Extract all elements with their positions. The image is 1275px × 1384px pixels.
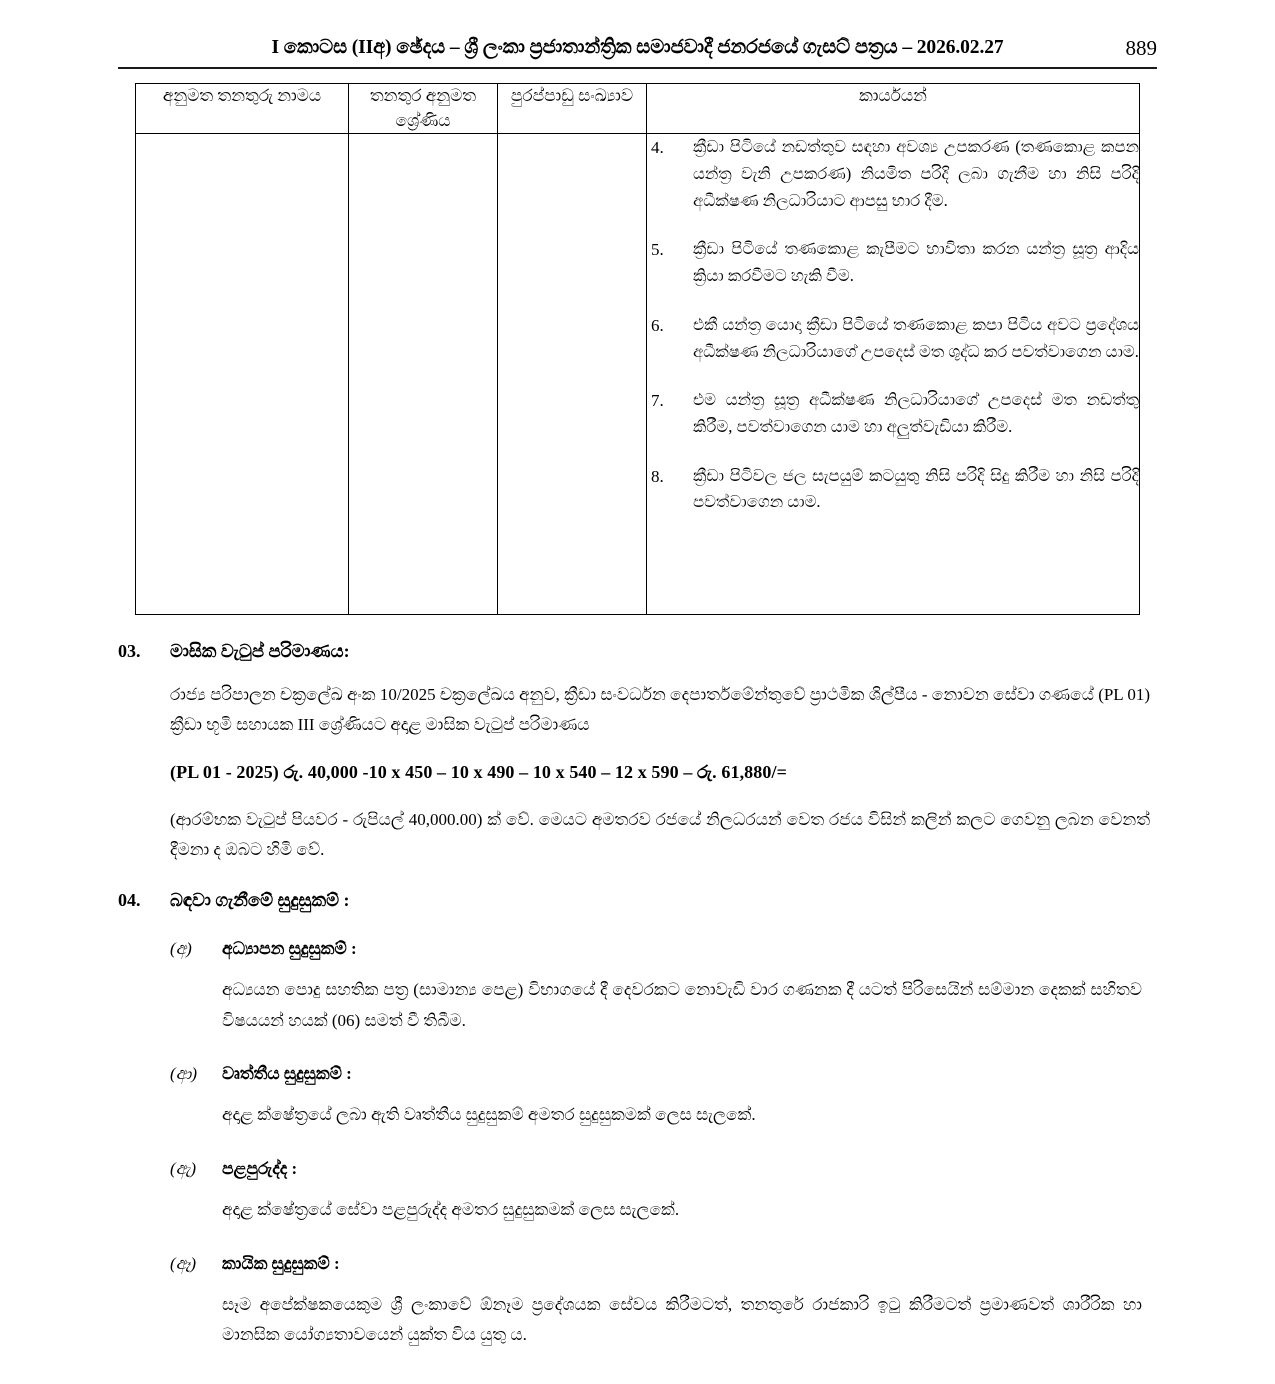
table-row — [136, 134, 1140, 615]
salary-note-paragraph: (ආරම්භක වැටුප් පියවර - රුපියල් 40,000.00) ක් වේ. මෙයට අමතරව රජයේ නිලධරයන් වෙත රජය විසින් කලින් කලට ගෙවනු ලබන වෙනත් දීමනා ද ඔබට හිමි වේ. — [170, 809, 1150, 859]
cell-approved-grade — [349, 134, 498, 615]
duty-number: 4. — [651, 138, 664, 158]
duty-table-body — [136, 134, 1140, 615]
cell-post-name — [136, 134, 349, 615]
subsection-label: පළපුරුද්ද : — [222, 1159, 298, 1179]
column-header-post-name: අනුමත තනතුරු නාමය — [136, 84, 349, 134]
header-divider-wrap — [0, 67, 1275, 69]
duty-number: 8. — [651, 466, 664, 486]
page-number: 889 — [1125, 36, 1157, 60]
subsection-educational-heading — [170, 939, 1157, 959]
subsection-letter: (අ) — [170, 939, 192, 959]
section-qualifications — [0, 890, 1275, 1351]
cell-duties — [647, 134, 1140, 615]
page-header — [0, 0, 1275, 59]
section-04-title: බඳවා ගැනීමේ සුදුසුකම් : — [170, 890, 350, 911]
subsection-experience — [170, 1159, 1157, 1226]
subsection-letter: (ආ) — [170, 1064, 197, 1084]
duty-list-item — [647, 387, 1139, 440]
subsection-physical-heading — [170, 1254, 1157, 1274]
duty-list-item — [647, 236, 1139, 289]
section-03-heading — [118, 641, 1157, 662]
column-header-vacancies: පුරප්පාඩු සංඛ්‍යාව — [498, 84, 647, 134]
duty-table-wrap — [0, 83, 1275, 615]
duty-number: 6. — [651, 315, 664, 335]
duty-text: ක්‍රීඩා පිටිවල ජල සැපයුම් කටයුතු නිසි පරිදි සිදු කිරීම හා නිසි පරිදි පවත්වාගෙන යාම. — [693, 465, 1139, 512]
duty-number: 5. — [651, 240, 664, 260]
duty-text: එකී යන්ත්‍ර යොදා ක්‍රීඩා පිටියේ තණකොළ කපා පිටිය අවට ප්‍රදේශය අධීක්ෂණ නිලධාරියාගේ උපදෙස් මත ශුද්ධ කර පවත්වාගෙන යාම. — [693, 314, 1139, 361]
cell-vacancies — [498, 134, 647, 615]
subsection-professional-heading — [170, 1064, 1157, 1084]
salary-scale-line: (PL 01 - 2025) රු. 40,000 -10 x 450 – 10 x 490 – 10 x 540 – 12 x 590 – රු. 61,880/= — [170, 761, 787, 782]
duty-number: 7. — [651, 391, 664, 411]
subsection-physical — [170, 1254, 1157, 1351]
subsection-experience-heading — [170, 1159, 1157, 1179]
section-03-paragraph: රාජ්‍ය පරිපාලන චක්‍රලේඛ අංක 10/2025 චක්‍රලේඛය අනුව, ක්‍රීඩා සංවර්ධන දෙපාර්තමේන්තුවේ ප්‍රාථමික ශිල්පීය - නොවන සේවා ගණයේ (PL 01) ක්‍රීඩා භූමි සහායක III ශ්‍රේණියට අදාළ මාසික වැටුප් පරිමාණය — [170, 685, 1150, 735]
column-header-approved-grade: තනතුර අනුමත ශ්‍රේණිය — [349, 84, 498, 134]
section-salary — [0, 641, 1275, 864]
duty-text: එම යන්ත්‍ර සූත්‍ර අධීක්ෂණ නිලධාරියාගේ උපදෙස් මත නඩත්තු කිරීම, පවත්වාගෙන යාම හා අලුත්වැඩියා කිරීම. — [693, 390, 1139, 437]
section-04-heading — [118, 890, 1157, 911]
section-03-title: මාසික වැටුප් පරිමාණය: — [170, 641, 350, 662]
subsection-educational — [170, 939, 1157, 1036]
subsection-label: වෘත්තීය සුදුසුකම් : — [222, 1064, 352, 1084]
subsection-label: කායික සුදුසුකම් : — [222, 1253, 340, 1273]
duty-table — [135, 83, 1140, 615]
subsection-letter: (ඇ) — [170, 1159, 197, 1179]
duty-list-item — [647, 134, 1139, 214]
duty-list-item — [647, 312, 1139, 365]
subsection-label: අධ්‍යාපන සුදුසුකම් : — [222, 939, 357, 959]
duty-table-head — [136, 84, 1140, 134]
column-header-duties: කාර්යයන් — [647, 84, 1140, 134]
subsection-body: අදාළ ක්ෂේත්‍රයේ ලබා ඇති වෘත්තීය සුදුසුකම් අමතර සුදුසුකමක් ලෙස සැලකේ. — [222, 1105, 756, 1125]
section-04-number: 04. — [118, 890, 141, 911]
header-divider — [118, 67, 1157, 69]
subsection-body: අදාළ ක්ෂේත්‍රයේ සේවා පළපුරුද්ද අමතර සුදුසුකමක් ලෙස සැලකේ. — [222, 1200, 680, 1220]
section-03-number: 03. — [118, 641, 141, 662]
subsection-professional — [170, 1064, 1157, 1131]
subsection-letter: (ඈ) — [170, 1253, 197, 1273]
duty-list-item — [647, 463, 1139, 516]
duty-text: ක්‍රීඩා පිටියේ නඩත්තුව සඳහා අවශ්‍ය උපකරණ (තණකොළ කපන යන්ත්‍ර වැනි උපකරණ) නියමිත පරිදි ලබා ගැනීම හා නිසි පරිදි අධීක්ෂණ නිලධාරියාට ආපසු භාර දීම. — [693, 137, 1139, 210]
duty-text: ක්‍රීඩා පිටියේ තණකොළ කැපීමට භාවිතා කරන යන්ත්‍ර සූත්‍ර ආදිය ක්‍රියා කරවීමට හැකි වීම. — [693, 239, 1139, 286]
header-title: I කොටස (IIඅ) ඡේදය – ශ්‍රී ලංකා ප්‍රජාතාන්ත්‍රික සමාජවාදී ජනරජයේ ගැසට් පත්‍රය – 2026.02.27 — [271, 37, 1004, 58]
subsection-body: සෑම අපේක්ෂකයෙකුම ශ්‍රී ලංකාවේ ඕනෑම ප්‍රදේශයක සේවය කිරීමටත්, තනතුරේ රාජකාරි ඉටු කිරීමටත් ප්‍රමාණවත් ශාරීරික හා මානසික යෝග්‍යතාවයෙන් යුක්ත විය යුතු ය. — [222, 1294, 1142, 1345]
subsection-body: අධ්‍යයන පොදු සහතික පත්‍ර (සාමාන්‍ය පෙළ) විභාගයේ දී දෙවරකට නොවැඩි වාර ගණනක දී යටත් පිරිසෙයින් සම්මාන දෙකක් සහිතව විෂයයන් හයක් (06) සමත් වී තිබීම. — [222, 980, 1142, 1030]
table-header-row — [136, 84, 1140, 134]
